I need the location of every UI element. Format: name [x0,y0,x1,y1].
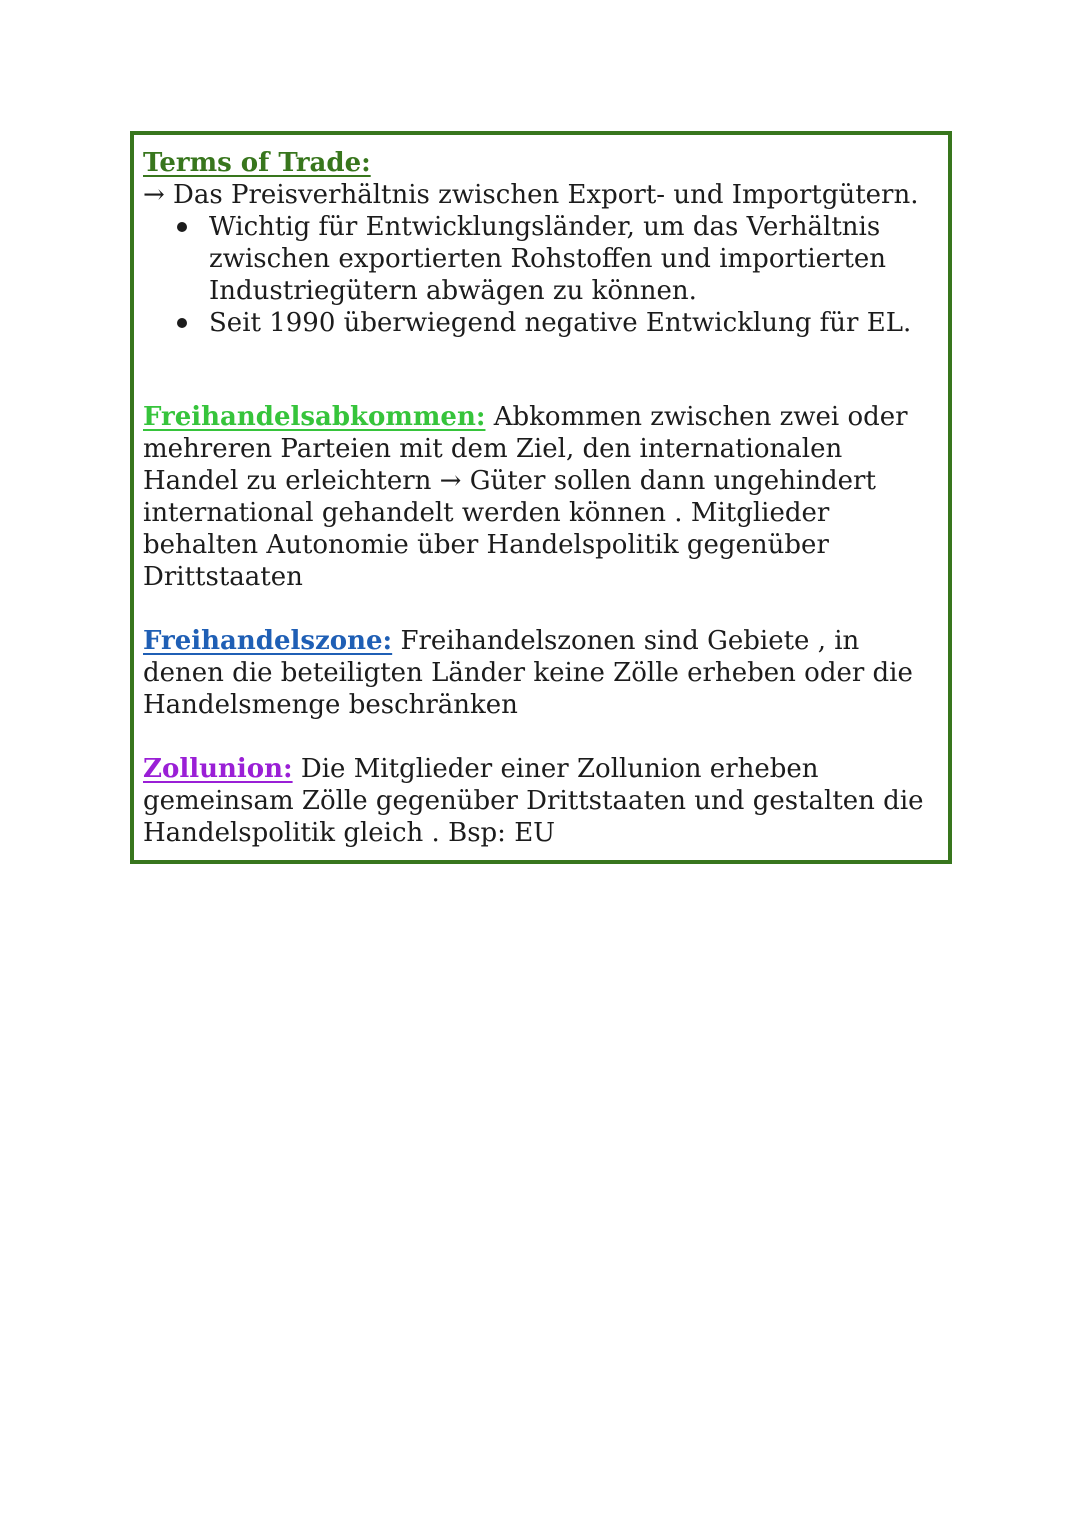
definitions-box [130,131,952,864]
bullet-text: Seit 1990 überwiegend negative Entwicklung für EL. [209,308,912,338]
zollunion-heading: Zollunion: [143,754,293,784]
freihandelszone-definition [143,625,942,721]
zollunion-definition [143,753,942,849]
bullet-dot-icon [177,318,187,328]
freihandelszone-heading: Freihandelszone: [143,626,393,656]
terms-of-trade-intro: → Das Preisverhältnis zwischen Export- und Importgütern. [143,180,919,210]
terms-of-trade-bullets [143,211,942,339]
freihandelsabkommen-definition [143,401,942,593]
bullet-item [143,211,942,307]
terms-of-trade-section [143,147,942,339]
freihandelszone-text: Freihandelszonen sind Gebiete , in denen die beteiligten Länder keine Zölle erheben oder die Handelsmenge beschränken [143,626,922,720]
freihandelsabkommen-text: Abkommen zwischen zwei oder mehreren Parteien mit dem Ziel, den internationalen Handel zu erleichtern → Güter sollen dann ungehindert international gehandelt werden können . Mitglieder behalten Autonomie über Handelspolitik gegenüber Drittstaaten [143,402,916,592]
bullet-item [143,307,942,339]
freihandelsabkommen-heading: Freihandelsabkommen: [143,402,486,432]
zollunion-text: Die Mitglieder einer Zollunion erheben gemeinsam Zölle gegenüber Drittstaaten und gestalten die Handelspolitik gleich . Bsp: EU [143,754,932,848]
bullet-text: Wichtig für Entwicklungsländer, um das Verhältnis zwischen exportierten Rohstoffen und importierten Industriegütern abwägen zu können. [209,212,887,306]
bullet-dot-icon [177,222,187,232]
terms-of-trade-heading: Terms of Trade: [143,148,371,178]
definitions-content [143,147,942,849]
